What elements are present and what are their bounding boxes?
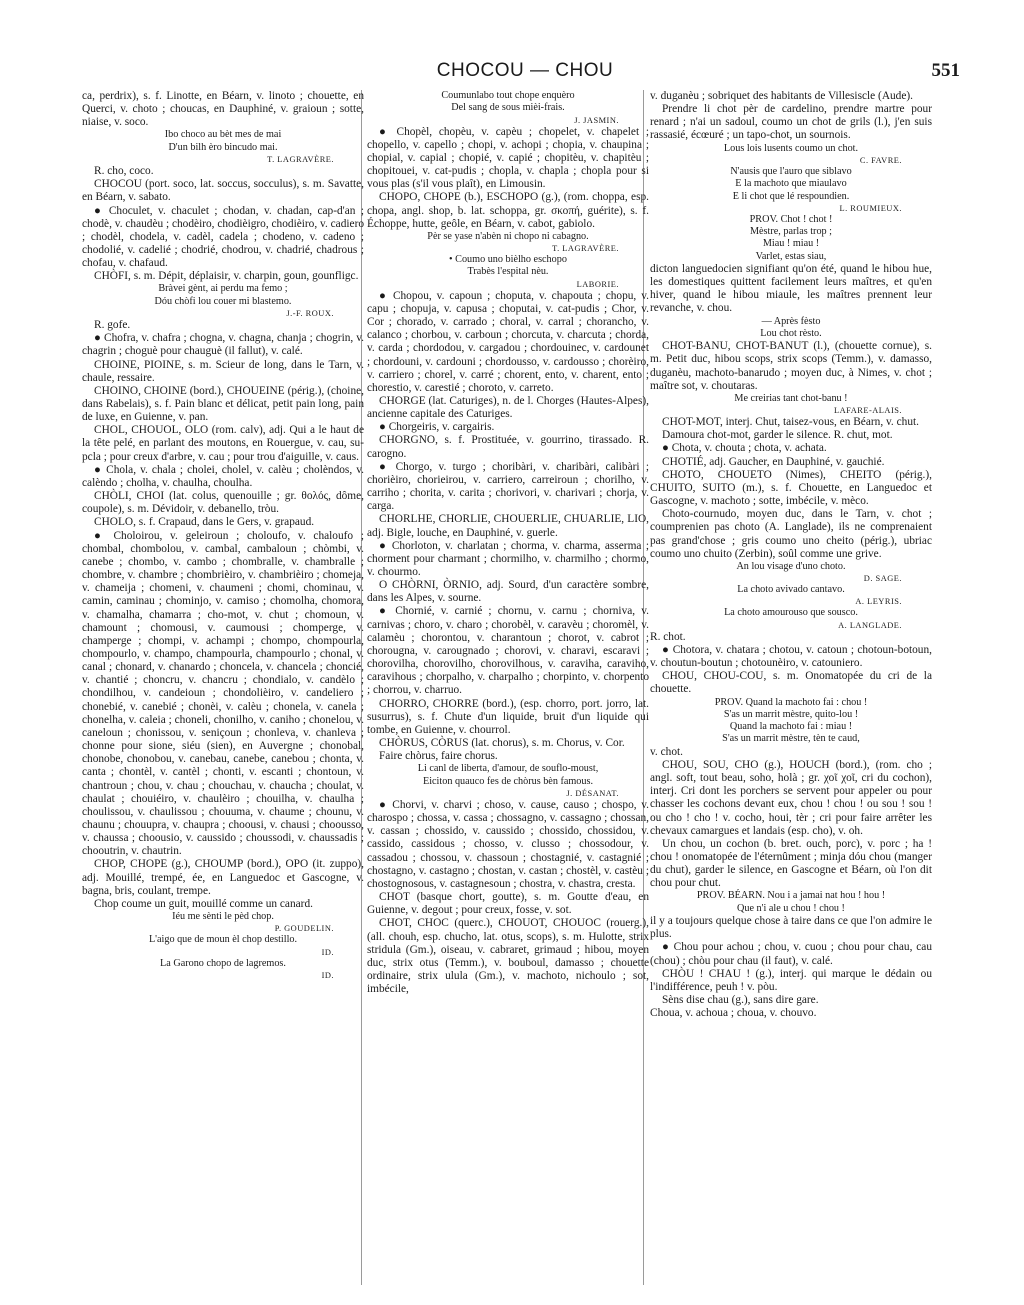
quotation-line: E li chot que lé respoundien. — [732, 190, 850, 202]
quotation-line: L'aigo que de moun èl chop destillo. — [148, 934, 298, 946]
quotation-line: Lous lois lusents coumo un chot. — [723, 142, 859, 154]
quotation-attribution: ID. — [321, 947, 334, 957]
quotation-line: La choto amourouso que sousco. — [724, 607, 858, 619]
quotation-line: Mèstre, parlas trop ; — [749, 226, 833, 238]
page-number: 551 — [931, 60, 960, 81]
dictionary-entry: CHOT, CHOC (querc.), CHOUOT, CHOUOC (rouerg.), (all. chouh, esp. chucho, lat. otus, scops), s. m. Hulotte, strix stridula (Gm.), oiseau, v. cabraret, grimaud ; hibou, moyen duc, strix otus (Temm.), v. bouboul, damasso ; chouette ordinaire, strix ulula (Gm.), v. machoto, nichoulo ; sot, imbécile, — [367, 917, 649, 996]
dictionary-entry: CHOPO, CHOPE (b.), ESCHOPO (g.), (rom. choppa, esp. chopa, angl. shop, b. lat. schoppa, gr. σκοπή, guérite), s. f. Échoppe, hutte, geôle, en Béarn, v. cabot, gabiolo. — [367, 191, 649, 230]
quotation-attribution: J.-F. ROUX. — [286, 309, 334, 319]
dictionary-entry: ● Chotora, v. chatara ; chotou, v. catoun ; chotoun-botoun, v. choutun-boutun ; chotounèiro, v. catouniero. — [650, 643, 932, 670]
quotation-attribution: A. LANGLADE. — [838, 620, 902, 630]
quotation-line: Trabès l'espital nèu. — [467, 266, 549, 278]
dictionary-entry: ● Chorgo, v. turgo ; choribàri, v. charibàri, calibàri ; chorièiro, chorieirou, v. carriero, carreiroun ; chorilho, v. carriho ; chorita, v. carita ; chorivori, v. charivari ; chorja, v. carga. — [367, 460, 649, 513]
quotation-line: Dóu chòfi lou couer mi blastemo. — [154, 295, 292, 307]
quotation-line: Bràvei gènt, ai perdu ma femo ; — [158, 283, 288, 295]
dictionary-entry: ● Chornié, v. carnié ; chornu, v. carnu ; chorniva, v. carnivas ; choro, v. charo ; chorobèl, v. caravèu ; choromèl, v. calamèu ; chorontou, v. charantoun ; chorot, v. cabrot ; chorougna, v. carougnado ; chorovi, v. charavi, escaravi ; chorovilha, chorovilho, chorovilhous, v. caraviha, caraviho, caravihous ; chorpalho, v. charpalho ; chorpinto, v. chorpento ; chorrou, v. charruo. — [367, 605, 649, 697]
quotation-line: An lou visage d'uno choto. — [736, 560, 846, 572]
quotation-line: Quand la machoto fai : miau ! — [729, 721, 853, 733]
quotation-attribution: J. DÉSANAT. — [566, 788, 619, 798]
page-header — [90, 60, 960, 84]
quotation-line: La Garono chopo de lagremos. — [160, 957, 286, 969]
quotation-line: PROV. Quand la machoto fai : chou ! — [714, 696, 868, 708]
quotation-attribution: P. GOUDELIN. — [274, 924, 334, 934]
dictionary-entry: v. duganèu ; sobriquet des habitants de Villesiscle (Aude). — [650, 90, 913, 102]
dictionary-entry: ● Chorloton, v. charlatan ; chorma, v. charma, asserma ; chorment pour charmant ; chormilho, v. charmilho ; chormo, v. chourmo. — [367, 539, 649, 579]
quotation-attribution: LAFARE-ALAIS. — [834, 406, 902, 416]
dictionary-entry: Choto-cournudo, moyen duc, dans le Tarn, v. chot ; coumprenien pas choto (A. Langlade), ils ne comprenaient pas grand'chose ; gris coumo uno cheito (périg.), ubriac coumo uno chuito (Zerbin), soûl comme une grive. — [650, 508, 932, 560]
dictionary-column-2 — [367, 90, 649, 1285]
dictionary-entry: ● Choloirou, v. geleiroun ; choloufo, v. chaloufo ; chombal, chombolou, v. cambal, cambaloun ; chòmbi, v. canebe ; chombo, v. cambo ; chombralle, v. chambralle ; chombre, v. chambre ; chombrièiro, v. chambrièiro ; chomeja, v. chameija ; chomeni, v. chaumeni ; chomi, chominau, v. camin, caminau ; chominjo, v. camiso ; chomolha, chomora, v. chamalha, chamarra ; cho-mot, v. chut ; chomoun, v. chamount ; chomousi, v. caumousi ; chomperge, v. champerge ; chompi, v. achampi ; chompo, chompourla, chompourlo, v. champo, champourla, champourlo ; chonal, v. canal ; chonard, v. chanardo ; choncela, v. chancela ; choncié, v. chantié ; choncru, v. chancru ; chondialo, v. candèlo ; chondilhou, v. candeioun ; chondolièiro, v. candeliero ; chonebié, v. canebié ; chonèi, v. calèu ; chonela, v. canela ; chonelha, v. caleia ; choneli, chonilho, v. caniho ; chonelou, v. caneloun ; chonissou, v. seniçoun ; chonleva, v. chanleva ; chonne pour sione, siéu (sien), en Auvergne ; chonobal, chonobe, chonobou, v. canebau, canebe, canebou ; chonta, v. canta ; chontèl, v. cantèl ; chonti, v. escanti ; chontoun, v. chantroun ; chou, v. chau ; chouchau, v. chaucha ; choulat, v. chaulat ; chouiéiro, v. chaulèiro ; chouilha, v. chaulha ; choulissou, v. chaulissou ; chouuma, v. chaume ; chounu, v. chaunu ; chouupra, v. chaupra ; choousi, v. chausi ; choousso, v. chaussa ; choousio, v. caussido ; choussodi, v. chaussadis ; chooutrin, v. chautrin. — [82, 529, 364, 858]
dictionary-entry: Prendre li chot pèr de cardelino, prendre martre pour renard ; n'ai un sadoul, coumo un chot de grils (l.), j'en suis rassasié, écœuré ; un tapo-chot, un sournois. — [650, 103, 932, 142]
quotation-line: Pèr se yase n'abèn ni chopo ni cabagno. — [427, 230, 589, 242]
quotation-line: Ibo choco au bèt mes de mai — [164, 129, 282, 141]
quotation-attribution: T. LAGRAVÈRE. — [267, 155, 334, 165]
quotation-attribution: ID. — [321, 970, 334, 980]
dictionary-entry: CHÒRUS, CÒRUS (lat. chorus), s. m. Chorus, v. Cor. — [379, 737, 625, 750]
dictionary-entry: ● Choculet, v. chaculet ; chodan, v. chadan, cap-d'an ; chodè, v. chaudèu ; chodèiro, chodièigro, chodièiro, v. cadiero ; chodèl, chodela, v. cadèl, cadela ; chodeno, v. cadeno ; chodolié, v. cadelié ; chodrié, chodrou, v. chadrié, chadrous ; chofau, v. chafaud. — [82, 204, 364, 270]
quotation-line: La choto avivado cantavo. — [737, 584, 845, 596]
dictionary-entry: CHOT-BANU, CHOT-BANUT (l.), (chouette cornue), s. m. Petit duc, hibou scops, strix scops (Temm.), v. damasso, duganèu, machoto-banarudo ; moyen duc, à Nimes, v. chot ; maître sot, v. choutaras. — [650, 340, 932, 392]
dictionary-column-1 — [82, 90, 364, 1285]
quotation-line: Coumunlabo tout chope enquèro — [441, 90, 575, 101]
quotation-line: N'ausis que l'auro que siblavo — [730, 165, 852, 177]
dictionary-entry: dicton languedocien signifiant qu'on été, quand le hibou hue, les domestiques quittent facilement leurs maîtres, et qu'en hiver, quand le hibou miaule, les maîtres prennent leur revanche, v. chou. — [650, 263, 932, 315]
dictionary-column-3 — [650, 90, 932, 1285]
dictionary-entry: CHOINE, PIOINE, s. m. Scieur de long, dans le Tarn, v. chaule, ressaire. — [82, 358, 364, 384]
dictionary-entry: Faire chòrus, faire chorus. — [379, 750, 498, 763]
quotation-attribution: A. LEYRIS. — [855, 597, 902, 607]
running-title: CHOCOU — CHOU — [436, 60, 614, 81]
quotation-line: — Après fèsto — [761, 315, 821, 327]
dictionary-entry: ● Chopou, v. capoun ; choputa, v. chapouta ; chopu, v. capu ; chopuja, v. capusa ; choputai, v. cat-pudis ; Chor, v. Cor ; chorado, v. carrado ; choral, v. carral ; chorancho, v. calanco ; chorbou, v. carboun ; chorcuta, v. charcuta ; chorda, v. carda ; chordodou, v. cargadou ; chordouinec, v. cardounet ; chordouni, v. cardouni ; chordousso, v. cardousso ; chorèiro, v. carriero ; chorel, v. carré ; chorent, ento, v. charent, ento ; chorestio, v. carestié ; choroto, v. carreto. — [367, 289, 649, 394]
dictionary-entry: O CHÒRNI, ÒRNIO, adj. Sourd, d'un caractère sombre, dans les Alpes, v. sourne. — [367, 579, 649, 605]
dictionary-entry: ● Chorvi, v. charvi ; choso, v. cause, causo ; chospo, v. charospo ; chossa, v. cassa ; chossagno, v. cassagno ; chossan, v. cassan ; chossido, v. caussido ; chossido, chossidou, v. cassido, cassidous ; chosso, v. clusso ; chossodour, v. cassadou ; chossou, v. chassoun ; chostagnié, v. castagnié ; chostagno, v. castagno ; chostan, v. castan ; chostèl, v. castèu ; chostognosous, v. castagnesoun ; chostra, v. chastra, cresta. — [367, 798, 649, 890]
quotation-attribution: L. ROUMIEUX. — [839, 203, 902, 213]
dictionary-entry: ● Chorgeiris, v. cargairis. — [379, 421, 495, 434]
dictionary-entry: ● Chou pour achou ; chou, v. cuou ; chou pour chau, cau (chou) ; chòu pour chau (il faut), v. calé. — [650, 941, 932, 967]
dictionary-entry: Choua, v. achoua ; choua, v. chouvo. — [650, 1007, 817, 1020]
dictionary-entry: R. cho, coco. — [94, 165, 154, 178]
dictionary-entry: CHOINO, CHOINE (bord.), CHOUEINE (périg.), (choine, dans Rabelais), s. f. Pain blanc et délicat, petit pain long, pain de luxe, en Guienne, v. pan. — [82, 384, 364, 424]
dictionary-entry: CHOTIÉ, adj. Gaucher, en Dauphiné, v. gauchié. — [662, 455, 885, 468]
dictionary-entry: CHÒLI, CHOI (lat. colus, quenouille ; gr. θολός, dôme, coupole), s. m. Dévidoir, v. debanello, tròu. — [82, 490, 364, 516]
dictionary-entry: CHÒU ! CHAU ! (g.), interj. qui marque le dédain ou l'indifférence, peuh ! v. pòu. — [650, 967, 932, 993]
quotation-line: S'as un marrit mèstre, quito-lou ! — [723, 708, 859, 720]
quotation-line: Eiciton quauco fes de chòrus bèn famous. — [422, 775, 594, 787]
quotation-line: Li canl de liberta, d'amour, de souflo-moust, — [417, 763, 599, 775]
quotation-attribution: D. SAGE. — [863, 574, 902, 584]
dictionary-entry: CHORGE (lat. Caturiges), n. de l. Chorges (Hautes-Alpes), ancienne capitale des Caturiges. — [367, 394, 649, 421]
quotation-line: Iéu me sènti le pèd chop. — [172, 911, 274, 923]
dictionary-entry: ● Chopèl, chopèu, v. capèu ; chopelet, v. chapelet ; chopello, v. capello ; chopi, v. achopi ; chopia, v. chaupina ; chopial, v. capial ; chopié, v. capié ; chopitèu, v. chapitèu ; chopitouei, v. cat-pudis ; chopla, v. chapla ; chopla pour si vous plas (s'il vous plaît), en Limousin. — [367, 125, 649, 191]
quotation-attribution: C. FAVRE. — [859, 155, 902, 165]
dictionary-entry: R. gofe. — [94, 319, 131, 332]
dictionary-entry: Damoura chot-mot, garder le silence. R. chut, mot. — [662, 429, 893, 442]
quotation-attribution: LABORIE. — [576, 279, 619, 289]
dictionary-entry: v. chot. — [650, 745, 683, 758]
quotation-line: Del sang de sous mièi-frais. — [451, 102, 565, 114]
quotation-line: Miau ! miau ! — [762, 238, 820, 250]
dictionary-entry: CHOTO, CHOUETO (Nimes), CHEITO (périg.), CHUITO, SUITO (m.), s. f. Chouette, en Languedoc et Gascogne, v. machoto ; sotte, imbécile, v. mèco. — [650, 468, 932, 508]
dictionary-entry: ca, perdrix), s. f. Linotte, en Béarn, v. linoto ; chouette, en Querci, v. choto ; choucas, en Dauphiné, v. graioun ; sotte, niaise, v. soco. — [82, 90, 364, 129]
quotation-line: PROV. Chot ! chot ! — [749, 213, 833, 225]
dictionary-entry: CHOU, SOU, CHO (g.), HOUCH (bord.), (rom. cho ; angl. soft, tout beau, soho, holà ; gr. χοῖ χοῖ, cri du cochon), interj. Cri dont les porchers se servent pour appeler ou pour chasser les cochons devant eux, chou ! chou ! ou sou ! sou ! ou cho ! cho ! v. cocho, houi, tèr ; cri pour faire arrêter les chevaux camargues et landais (esp. cho), v. oh. — [650, 758, 932, 837]
dictionary-entry: R. chot. — [650, 630, 686, 643]
quotation-line: D'un bilh èro bincudo mai. — [168, 141, 278, 153]
dictionary-entry: Un chou, un cochon (b. bret. ouch, porc), v. porc ; ha ! chou ! onomatopée de l'éternûment ; minja dóu chou (manger du chut), garder le silence, en Gascogne et Béarn, où l'on dit chou pour chut. — [650, 837, 932, 890]
quotation-line: PROV. BÉARN. Nou i a jamai nat hou ! hou ! — [696, 890, 886, 902]
dictionary-entry: CHOT-MOT, interj. Chut, taisez-vous, en Béarn, v. chut. — [662, 416, 919, 429]
quotation-line: • Coumo uno bièlho eschopo — [449, 254, 567, 266]
dictionary-entry: CHOT (basque chort, goutte), s. m. Goutte d'eau, en Guienne, v. degout ; pour creux, fosse, v. sot. — [367, 891, 649, 917]
dictionary-entry: ● Chofra, v. chafra ; chogna, v. chagna, chanja ; chogrin, v. chagrin ; choguè pour chauguè (il fallut), v. calé. — [82, 332, 364, 358]
dictionary-entry: CHOL, CHOUOL, OLO (rom. calv), adj. Qui a le haut de la tête pelé, en parlant des moutons, en Rouergue, v. cau, su-pcla ; pour creux d'arbre, v. cau ; pour trou d'aiguille, v. caus. — [82, 424, 364, 463]
dictionary-entry: CHÒFI, s. m. Dépit, déplaisir, v. charpin, goun, gounfligc. — [94, 270, 359, 283]
dictionary-entry: Sèns dise chau (g.), sans dire gare. — [662, 993, 819, 1006]
dictionary-entry: CHORLHE, CHORLIE, CHOUERLIE, CHUARLIE, LIO, adj. Bigle, louche, en Dauphiné, v. guerle. — [367, 513, 649, 539]
quotation-line: Me creirias tant chot-banu ! — [734, 392, 848, 404]
dictionary-entry: CHOCOU (port. soco, lat. soccus, socculus), s. m. Savatte, en Béarn, v. sabato. — [82, 178, 364, 204]
quotation-line: S'as un marrit mèstre, tèn te caud, — [722, 733, 860, 745]
quotation-attribution: T. LAGRAVÈRE. — [552, 244, 619, 254]
dictionary-entry: Chop coume un guit, mouillé comme un canard. — [94, 897, 313, 910]
dictionary-entry: CHORRO, CHORRE (bord.), (esp. chorro, port. jorro, lat. susurrus), s. f. Chute d'un liquide, bruit d'un liquide qui tombe, en Guienne, v. chourrol. — [367, 697, 649, 736]
dictionary-entry: CHOP, CHOPE (g.), CHOUMP (bord.), OPO (it. zuppo), adj. Mouillé, trempé, ée, en Languedoc et Gascogne, v. bagna, bris, coulant, trempe. — [82, 858, 364, 897]
quotation-attribution: J. JASMIN. — [574, 115, 619, 125]
dictionary-entry: CHOU, CHOU-COU, s. m. Onomatopée du cri de la chouette. — [650, 670, 932, 696]
quotation-line: Lou chot rèsto. — [760, 327, 822, 339]
dictionary-entry: ● Chota, v. chouta ; chota, v. achata. — [662, 442, 827, 455]
dictionary-entry: CHORGNO, s. f. Prostituée, v. gourrino, tirassado. R. carogno. — [367, 434, 649, 460]
dictionary-entry: CHOLO, s. f. Crapaud, dans le Gers, v. grapaud. — [94, 516, 315, 529]
quotation-line: Que n'i ale u chou ! chou ! — [737, 902, 845, 914]
quotation-line: E la machoto que miaulavo — [735, 178, 847, 190]
quotation-line: Varlet, estas siau, — [755, 250, 827, 262]
dictionary-entry: il y a toujours quelque chose à taire dans ce que l'on admire le plus. — [650, 915, 932, 941]
dictionary-entry: ● Chola, v. chala ; cholei, cholel, v. calèu ; cholèndos, v. calèndo ; cholha, v. chaulha, choulha. — [82, 463, 364, 489]
